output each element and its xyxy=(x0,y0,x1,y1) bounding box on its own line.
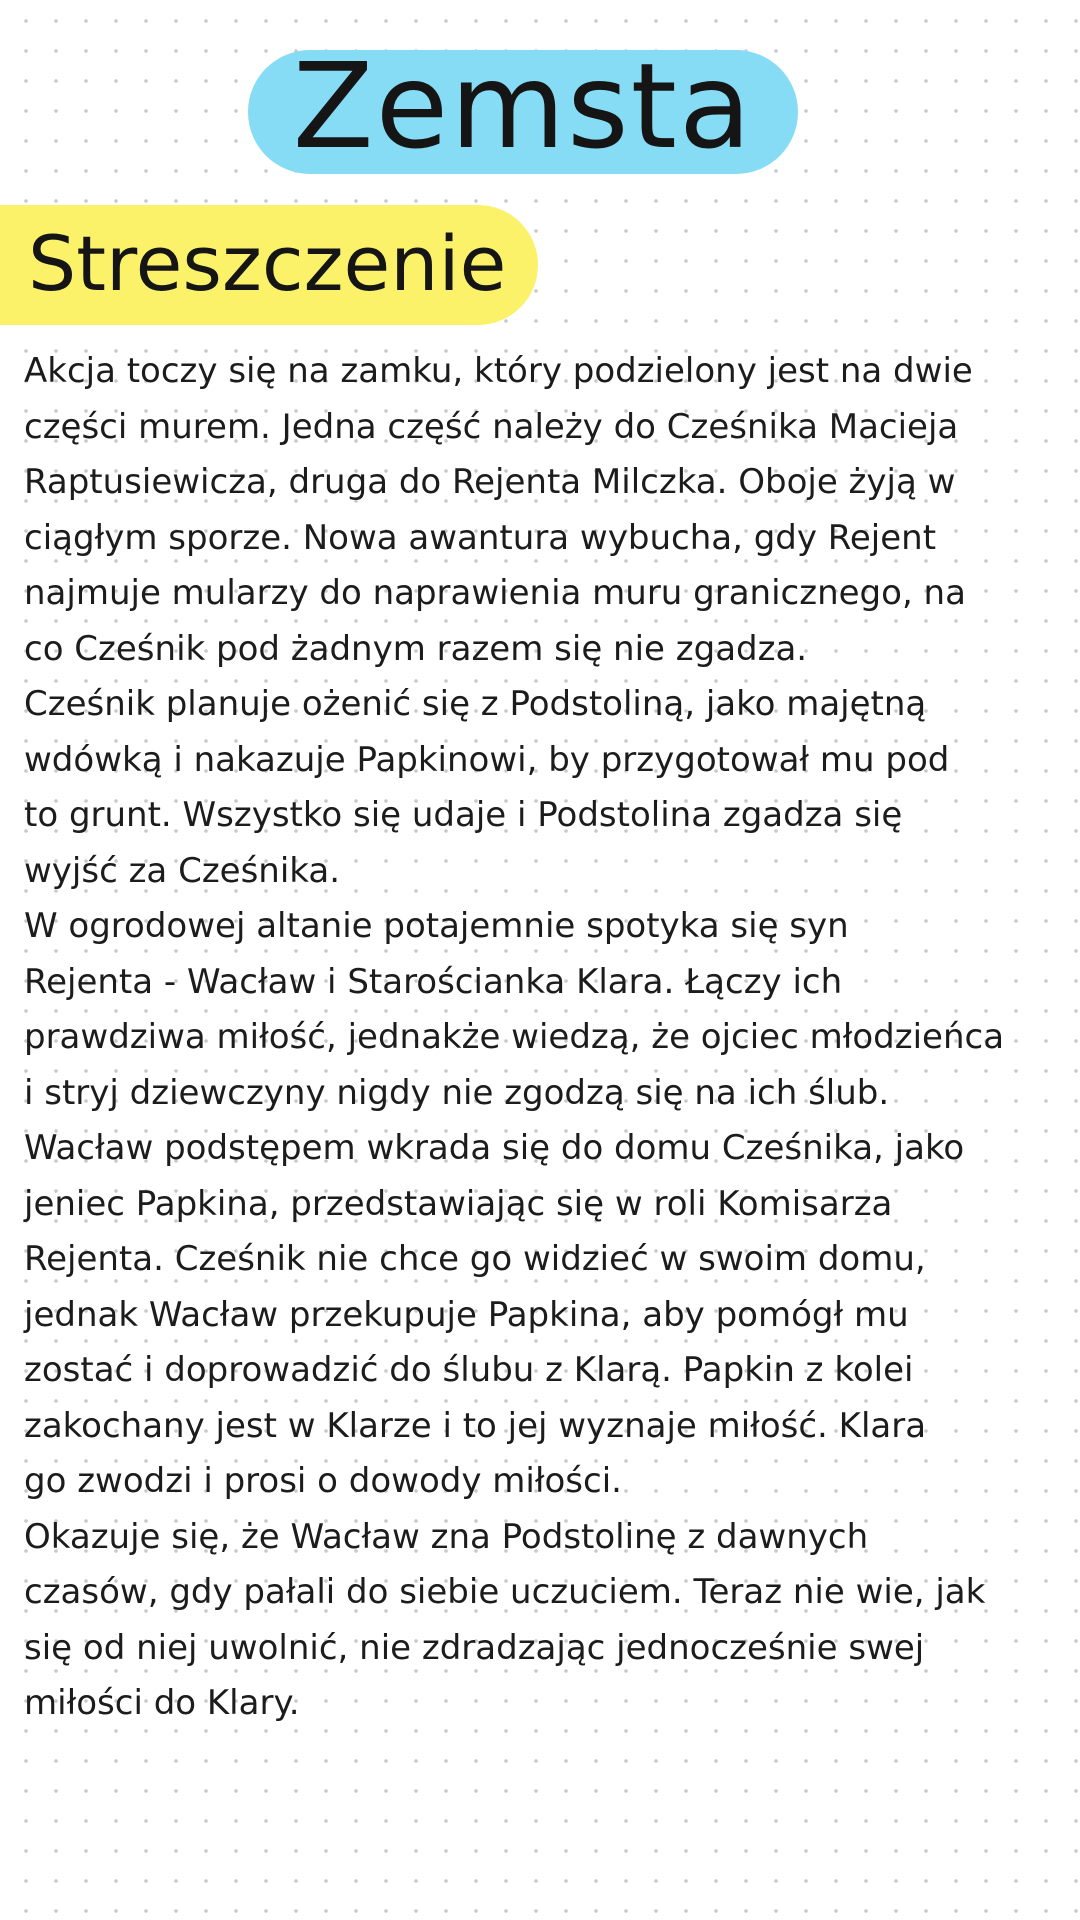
summary-line: zostać i doprowadzić do ślubu z Klarą. Papkin z kolei xyxy=(24,1350,914,1390)
summary-line: Rejenta - Wacław i Starościanka Klara. Łączy ich xyxy=(24,961,843,1002)
summary-line: W ogrodowej altanie potajemnie spotyka się syn xyxy=(24,906,849,946)
summary-line: miłości do Klary. xyxy=(24,1683,300,1723)
summary-line: i stryj dziewczyny nigdy nie zgodzą się na ich ślub. xyxy=(24,1072,890,1113)
summary-line: jeniec Papkina, przedstawiając się w roli Komisarza xyxy=(24,1183,893,1224)
summary-line: jednak Wacław przekupuje Papkina, aby pomógł mu xyxy=(24,1294,909,1335)
summary-line: co Cześnik pod żadnym razem się nie zgadza. xyxy=(24,628,808,669)
summary-line: się od niej uwolnić, nie zdradzając jednocześnie swej xyxy=(24,1627,925,1668)
summary-line: wdówką i nakazuje Papkinowi, by przygotował mu pod xyxy=(24,739,950,780)
summary-line: Cześnik planuje ożenić się z Podstoliną, jako majętną xyxy=(24,684,927,724)
summary-line: najmuje mularzy do naprawienia muru granicznego, na xyxy=(24,573,966,613)
summary-text xyxy=(24,344,1064,1732)
summary-line: ciągłym sporze. Nowa awantura wybucha, gdy Rejent xyxy=(24,517,937,558)
summary-line: części murem. Jedna część należy do Cześnika Macieja xyxy=(24,406,959,447)
page-title: Zemsta xyxy=(292,37,754,175)
summary-line: czasów, gdy pałali do siebie uczuciem. Teraz nie wie, jak xyxy=(24,1572,986,1612)
summary-line: Rejenta. Cześnik nie chce go widzieć w swoim domu, xyxy=(24,1239,926,1279)
summary-line: Wacław podstępem wkrada się do domu Cześnika, jako xyxy=(24,1128,965,1168)
summary-line: Akcja toczy się na zamku, który podzielony jest na dwie xyxy=(24,351,973,391)
summary-line: to grunt. Wszystko się udaje i Podstolina zgadza się xyxy=(24,795,903,835)
summary-line: zakochany jest w Klarze i to jej wyznaje miłość. Klara xyxy=(24,1405,927,1446)
summary-line: Okazuje się, że Wacław zna Podstolinę z dawnych xyxy=(24,1516,869,1557)
summary-line: wyjść za Cześnika. xyxy=(24,850,341,891)
summary-line: Raptusiewicza, druga do Rejenta Milczka. Oboje żyją w xyxy=(24,462,956,502)
summary-line: go zwodzi i prosi o dowody miłości. xyxy=(24,1461,622,1501)
section-heading: Streszczenie xyxy=(28,219,507,308)
summary-line: prawdziwa miłość, jednakże wiedzą, że ojciec młodzieńca xyxy=(24,1017,1005,1057)
